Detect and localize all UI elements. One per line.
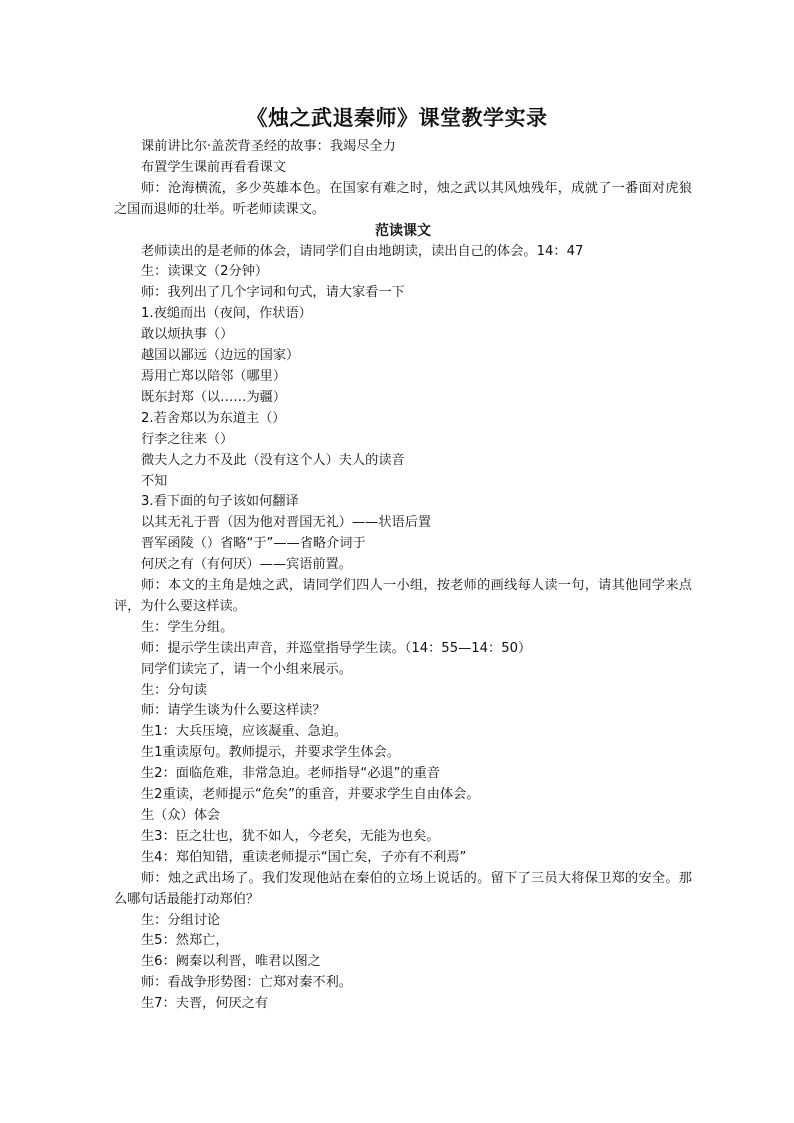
paragraph: 师：本文的主角是烛之武，请同学们四人一小组，按老师的画线每人读一句，请其他同学来点评，为什么要这样读。 bbox=[114, 578, 692, 614]
paragraph: 同学们读完了，请一个小组来展示。 bbox=[141, 661, 352, 677]
paragraph: 师：我列出了几个字词和句式，请大家看一下 bbox=[141, 285, 405, 301]
paragraph: 生（众）体会 bbox=[141, 808, 221, 823]
paragraph: 生：学生分组。 bbox=[141, 619, 234, 635]
paragraph: 生：分组讨论 bbox=[141, 912, 221, 928]
section-heading: 范读课文 bbox=[375, 222, 431, 239]
paragraph: 生：读课文（2分钟） bbox=[141, 264, 269, 280]
paragraph: 生1重读原句。教师提示，并要求学生体会。 bbox=[141, 745, 400, 761]
paragraph: 晋军函陵（）省略“于”——省略介词于 bbox=[141, 536, 366, 552]
paragraph: 既东封郑（以……为疆） bbox=[141, 389, 287, 405]
paragraph: 师：请学生谈为什么要这样读？ bbox=[141, 703, 326, 719]
paragraph: 3.看下面的句子该如何翻译 bbox=[141, 494, 299, 510]
paragraph: 越国以鄙远（边远的国家） bbox=[141, 348, 300, 364]
paragraph: 不知 bbox=[141, 473, 168, 489]
paragraph: 2.若舍郑以为东道主（） bbox=[141, 410, 286, 426]
paragraph: 生6：阙秦以利晋，唯君以图之 bbox=[141, 954, 321, 970]
paragraph: 课前讲比尔·盖茨背圣经的故事：我竭尽全力 bbox=[141, 139, 396, 154]
paragraph: 生4：郑伯知错，重读老师提示“国亡矣，子亦有不利焉” bbox=[141, 849, 467, 865]
document-body bbox=[114, 137, 692, 1015]
paragraph: 师：烛之武出场了。我们发现他站在秦伯的立场上说话的。留下了三员大将保卫郑的安全。那么哪句话最能打动郑伯？ bbox=[114, 870, 692, 907]
paragraph: 师：沧海横流，多少英雄本色。在国家有难之时，烛之武以其风烛残年，成就了一番面对虎狼之国而退师的壮举。听老师读课文。 bbox=[114, 180, 692, 217]
paragraph: 1.夜缒而出（夜间，作状语） bbox=[141, 306, 312, 322]
paragraph: 行李之往来（） bbox=[141, 431, 234, 447]
paragraph: 焉用亡郑以陪邻（哪里） bbox=[141, 368, 287, 384]
paragraph: 生3：臣之壮也，犹不如人，今老矣，无能为也矣。 bbox=[141, 828, 440, 844]
paragraph: 微夫人之力不及此（没有这个人）夫人的读音 bbox=[141, 452, 405, 468]
paragraph: 生1：大兵压境，应该凝重、急迫。 bbox=[141, 724, 348, 740]
paragraph: 师：提示学生读出声音，并巡堂指导学生读。（14：55—14：50） bbox=[141, 640, 532, 656]
paragraph: 生2重读，老师提示“危矣”的重音，并要求学生自由体会。 bbox=[141, 787, 480, 803]
paragraph: 敢以烦执事（） bbox=[141, 327, 234, 343]
paragraph: 生5：然郑亡， bbox=[141, 933, 229, 949]
paragraph: 布置学生课前再看看课文 bbox=[141, 159, 287, 175]
document-title: 《烛之武退秦师》课堂教学实录 bbox=[246, 105, 548, 130]
paragraph: 生2：面临危难，非常急迫。老师指导“必退”的重音 bbox=[141, 766, 440, 782]
paragraph: 师：看战争形势图：亡郑对秦不利。 bbox=[141, 975, 352, 991]
paragraph: 何厌之有（有何厌）——宾语前置。 bbox=[141, 557, 352, 573]
paragraph: 以其无礼于晋（因为他对晋国无礼）——状语后置 bbox=[141, 515, 432, 531]
paragraph: 老师读出的是老师的体会，请同学们自由地朗读，读出自己的体会。14：47 bbox=[141, 243, 584, 259]
paragraph: 生：分句读 bbox=[141, 682, 207, 698]
paragraph: 生7：夫晋，何厌之有 bbox=[141, 996, 269, 1012]
